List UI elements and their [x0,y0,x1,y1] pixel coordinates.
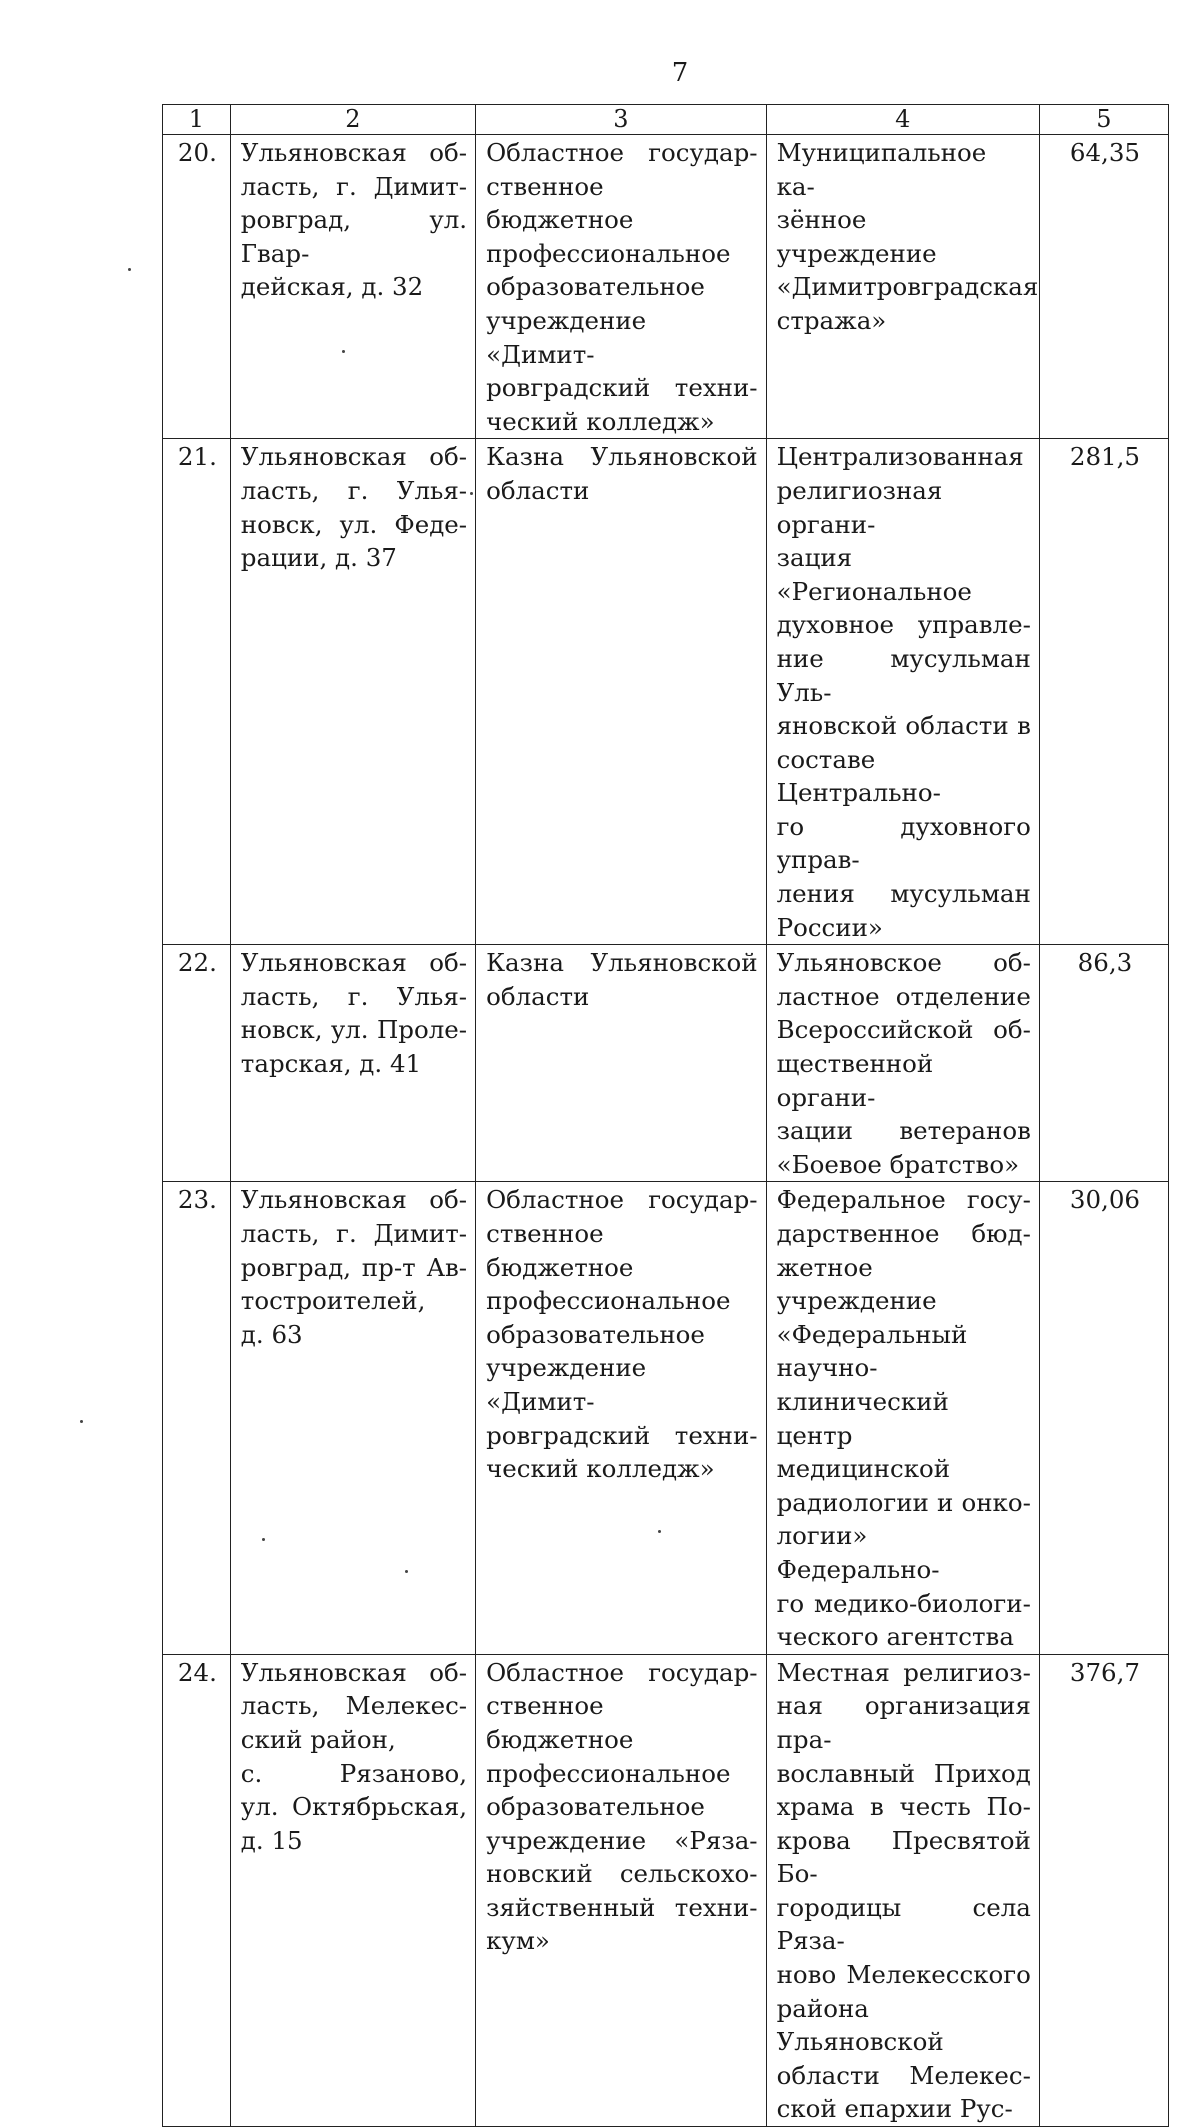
holder-line: ровградский техни- [486,373,758,403]
table-row [163,1182,1169,1654]
row-number: 23. [163,1182,231,1654]
address-line: ул. Октябрьская, [240,1792,468,1822]
user-line: Ульяновское об- [776,948,1031,978]
address-line: ласть, г. Улья- [240,475,468,505]
holder-line: учреждение «Димит- [486,305,647,369]
holder-line: ческий колледж» [486,406,715,436]
user-line: составе Центрально- [776,744,941,808]
user-line: «Димитровградская [776,272,1039,302]
holder-line: профессиональное [486,1758,731,1788]
address-line: новск, ул. Феде- [240,509,468,539]
user-line: Местная религиоз- [776,1657,1031,1687]
holder-line: ческий колледж» [486,1454,715,1484]
header-col-4: 4 [766,105,1039,135]
user-line: городицы села Ряза- [776,1892,1031,1956]
holder-line: образовательное [486,1319,705,1349]
user-line: ново Мелекесского [776,1960,1031,1990]
user-line: крова Пресвятой Бо- [776,1825,1031,1889]
user-line: го духовного управ- [776,811,1031,875]
holder-cell [476,1654,767,2126]
user-line: стража» [776,305,887,335]
address-line: ровград, ул. Гвар- [240,205,468,268]
user-line: Федеральное госу- [776,1185,1031,1215]
header-col-2: 2 [230,105,475,135]
user-cell [766,135,1039,439]
address-line: с. Рязаново, [240,1758,468,1788]
holder-cell [476,135,767,439]
address-line: ласть, Мелекес- [240,1691,468,1721]
table-row [163,1654,1169,2126]
address-line: Ульяновская об- [240,1657,468,1687]
user-line: ской епархии Рус- [776,2094,1013,2124]
holder-line: Областное государ- [486,1185,758,1215]
holder-line: ровградский техни- [486,1420,758,1450]
address-line: Ульяновская об- [240,948,468,978]
page-number: 7 [671,58,689,88]
property-table [162,104,1169,2127]
user-line: области Мелекес- [776,2060,1031,2090]
area-value: 30,06 [1039,1182,1168,1654]
holder-cell [476,945,767,1182]
area-value: 86,3 [1039,945,1168,1182]
table-row [163,135,1169,439]
address-line: тостроителей, [240,1286,426,1316]
address-cell [230,945,475,1182]
holder-line: образовательное [486,272,705,302]
holder-line: образовательное [486,1792,705,1822]
address-line: ласть, г. Димит- [240,1219,468,1248]
user-line: духовное управле- [776,610,1031,640]
user-line: России» [776,912,883,942]
holder-line: ственное бюджетное [486,1219,634,1282]
holder-line: ственное бюджетное [486,171,634,235]
address-cell [230,1654,475,2126]
address-line: Ульяновская об- [240,442,468,472]
address-line: Ульяновская об- [240,138,468,167]
table-row [163,945,1169,1182]
user-line: радиологии и онко- [776,1487,1031,1517]
user-line: храма в честь По- [776,1792,1031,1822]
user-line: научно-клинический [776,1353,949,1416]
holder-line: области [486,981,590,1011]
address-cell [230,135,475,439]
user-line: логии» Федерально- [776,1521,940,1584]
user-line: дарственное бюд- [776,1219,1031,1248]
user-line: ческого агентства [776,1622,1014,1652]
user-line: жетное учреждение [776,1252,937,1316]
scan-speck [470,492,473,495]
user-line: ная организация пра- [776,1691,1031,1754]
area-value: 376,7 [1039,1654,1168,2126]
user-line: вославный Приход [776,1758,1031,1788]
user-line: района Ульяновской [776,1993,944,2057]
user-line: Централизованная [776,442,1024,472]
user-line: яновской области в [776,711,1031,741]
address-line: новск, ул. Проле- [240,1015,468,1045]
holder-line: профессиональное [486,238,731,268]
user-line: ние мусульман Уль- [776,643,1031,707]
user-cell [766,945,1039,1182]
holder-cell [476,1182,767,1654]
scan-speck [405,1570,408,1573]
scan-speck [342,350,345,353]
holder-line: Казна Ульяновской [486,442,758,472]
holder-line: кум» [486,1926,550,1956]
row-number: 21. [163,439,231,945]
scan-speck [658,1530,661,1533]
user-line: «Федеральный [776,1319,968,1349]
holder-line: учреждение «Димит- [486,1353,647,1416]
row-number: 24. [163,1654,231,2126]
holder-line: профессиональное [486,1286,731,1316]
address-line: д. 63 [240,1319,303,1349]
holder-cell [476,439,767,945]
user-line: зация «Региональное [776,543,972,606]
user-line: зации ветеранов [776,1116,1031,1146]
user-line: Всероссийской об- [776,1015,1031,1045]
scan-speck [80,1420,83,1423]
scan-speck [128,268,131,271]
address-line: ский район, [240,1724,396,1754]
user-line: религиозная органи- [776,475,943,539]
holder-line: Областное государ- [486,138,758,167]
area-value: 64,35 [1039,135,1168,439]
holder-line: Областное государ- [486,1657,758,1687]
header-col-5: 5 [1039,105,1168,135]
user-cell [766,439,1039,945]
address-line: ласть, г. Улья- [240,981,468,1011]
user-line: центр медицинской [776,1420,951,1484]
address-line: дейская, д. 32 [240,272,424,302]
header-row [163,105,1169,135]
address-line: д. 15 [240,1825,303,1855]
user-line: ления мусульман [776,879,1031,909]
user-cell [766,1182,1039,1654]
user-line: Муниципальное ка- [776,138,987,201]
address-line: тарская, д. 41 [240,1049,422,1079]
user-line: го медико-биологи- [776,1588,1031,1618]
holder-line: ственное бюджетное [486,1691,634,1754]
table-row [163,439,1169,945]
header-col-1: 1 [163,105,231,135]
row-number: 20. [163,135,231,439]
area-value: 281,5 [1039,439,1168,945]
user-line: щественной органи- [776,1049,934,1112]
holder-line: области [486,475,590,505]
user-cell [766,1654,1039,2126]
user-line: ластное отделение [776,981,1031,1011]
holder-line: новский сельскохо- [486,1859,758,1889]
address-cell [230,439,475,945]
holder-line: Казна Ульяновской [486,948,758,978]
address-line: Ульяновская об- [240,1185,468,1215]
user-line: зённое учреждение [776,205,937,268]
address-line: ласть, г. Димит- [240,171,468,201]
table-header [163,105,1169,135]
user-line: «Боевое братство» [776,1149,1020,1179]
row-number: 22. [163,945,231,1182]
address-line: рации, д. 37 [240,543,397,573]
address-line: ровград, пр-т Ав- [240,1252,468,1282]
holder-line: учреждение «Ряза- [486,1825,758,1855]
table-body [163,135,1169,2127]
holder-line: зяйственный техни- [486,1892,758,1922]
header-col-3: 3 [476,105,767,135]
address-cell [230,1182,475,1654]
scan-speck [262,1538,265,1541]
